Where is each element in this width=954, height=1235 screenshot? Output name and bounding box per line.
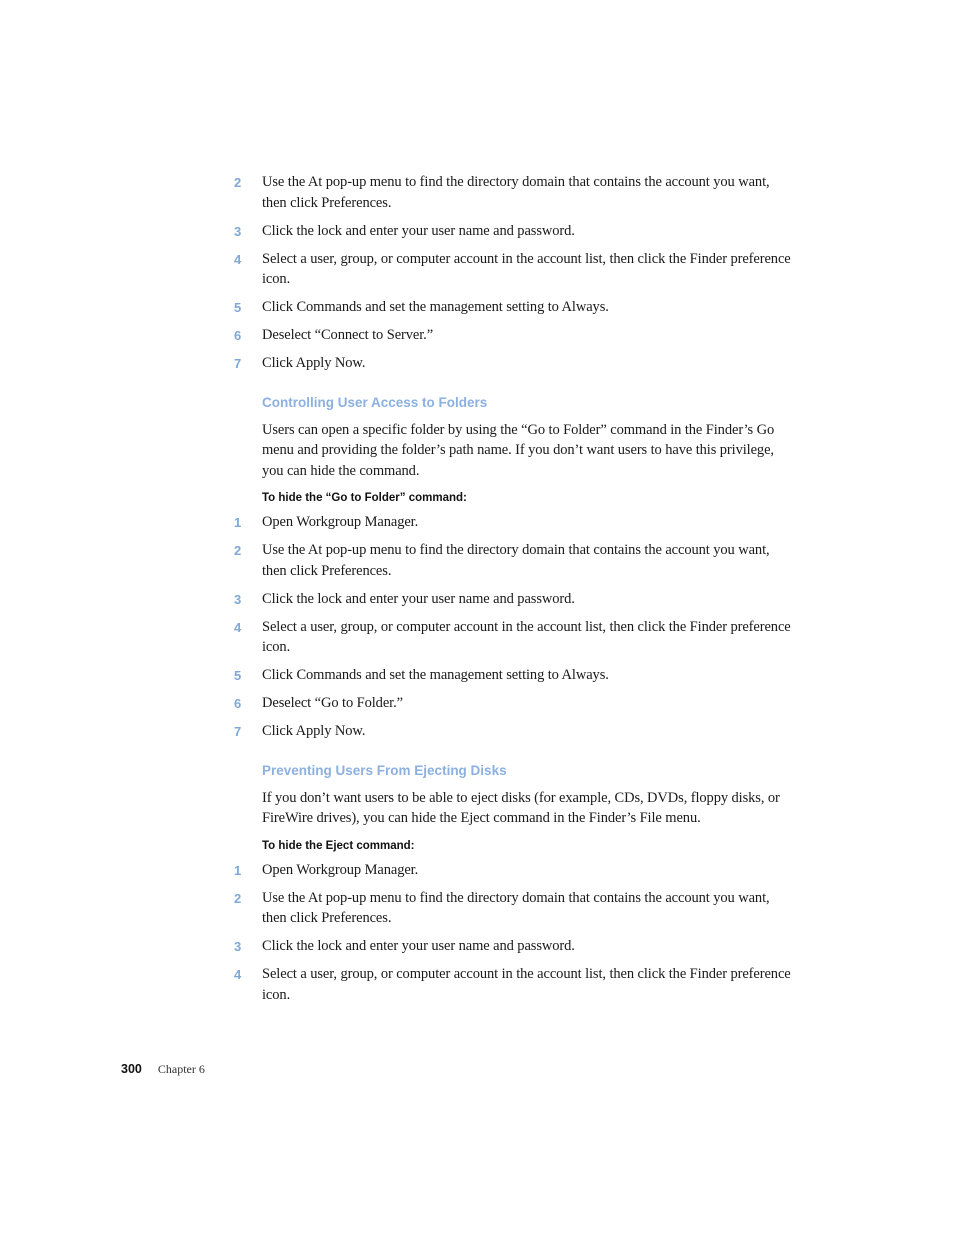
step-number: 2 <box>234 543 242 558</box>
step-number: 7 <box>234 724 242 739</box>
section-intro-eject: If you don’t want users to be able to eject disks (for example, CDs, DVDs, floppy disks, or FireWire drives), you can hide the Eject command in the Finder’s File menu. <box>262 789 780 826</box>
step-text: Click the lock and enter your user name and password. <box>262 222 575 239</box>
chapter-label: Chapter 6 <box>157 1062 205 1076</box>
step-text: Click Commands and set the management setting to Always. <box>262 299 609 315</box>
step-item <box>234 964 792 1005</box>
step-text: Open Workgroup Manager. <box>262 514 419 530</box>
step-item <box>234 172 792 213</box>
step-item <box>234 297 792 318</box>
section-intro-folders: Users can open a specific folder by using the “Go to Folder” command in the Finder’s Go menu and providing the folder’s path name. If you don’t want users to have this privilege, you can hide the command. <box>262 421 775 479</box>
step-text: Select a user, group, or computer account in the account list, then click the Finder preference icon. <box>262 250 791 287</box>
step-text: Click the lock and enter your user name and password. <box>262 590 575 607</box>
step-text: Use the At pop-up menu to find the directory domain that contains the account you want, then click Preferences. <box>262 542 770 579</box>
step-number: 5 <box>234 300 242 315</box>
step-text: Use the At pop-up menu to find the directory domain that contains the account you want, then click Preferences. <box>262 174 770 211</box>
step-item <box>234 721 792 742</box>
step-item <box>234 693 792 714</box>
step-item <box>234 860 792 881</box>
page-content <box>234 172 792 1005</box>
section-heading-folders: Controlling User Access to Folders <box>262 394 488 410</box>
step-item <box>234 888 792 929</box>
step-text: Open Workgroup Manager. <box>262 861 419 878</box>
step-text: Click Commands and set the management setting to Always. <box>262 667 609 683</box>
step-number: 6 <box>234 328 242 343</box>
step-text: Click Apply Now. <box>262 723 366 739</box>
step-number: 4 <box>234 967 242 982</box>
step-number: 3 <box>234 939 242 954</box>
step-number: 7 <box>234 356 242 371</box>
step-text: Use the At pop-up menu to find the directory domain that contains the account you want, then click Preferences. <box>262 889 770 926</box>
procedure-subhead-folders: To hide the “Go to Folder” command: <box>262 492 467 504</box>
page-number: 300 <box>121 1062 142 1076</box>
step-item <box>234 221 792 242</box>
step-item <box>234 325 792 346</box>
step-item <box>234 617 792 658</box>
page-footer <box>121 1062 205 1077</box>
step-number: 4 <box>234 251 242 267</box>
step-text: Select a user, group, or computer account in the account list, then click the Finder preference icon. <box>262 966 791 1003</box>
step-list-2 <box>234 512 792 742</box>
step-text: Deselect “Connect to Server.” <box>262 327 434 343</box>
step-text: Deselect “Go to Folder.” <box>262 695 403 711</box>
step-text: Select a user, group, or computer account in the account list, then click the Finder preference icon. <box>262 618 791 655</box>
step-number: 1 <box>234 515 242 530</box>
step-item <box>234 665 792 686</box>
step-number: 2 <box>234 175 242 190</box>
step-item <box>234 512 792 533</box>
section-heading-eject: Preventing Users From Ejecting Disks <box>262 762 507 778</box>
step-item <box>234 249 792 290</box>
step-number: 3 <box>234 223 242 239</box>
step-item <box>234 540 792 581</box>
step-item <box>234 589 792 610</box>
step-number: 4 <box>234 619 242 635</box>
step-list-3 <box>234 860 792 1006</box>
step-number: 3 <box>234 591 242 607</box>
step-number: 2 <box>234 890 242 906</box>
step-text: Click Apply Now. <box>262 355 366 371</box>
step-number: 5 <box>234 668 242 683</box>
step-item <box>234 353 792 374</box>
procedure-subhead-eject: To hide the Eject command: <box>262 839 415 852</box>
step-number: 1 <box>234 862 242 878</box>
step-text: Click the lock and enter your user name and password. <box>262 938 575 954</box>
step-number: 6 <box>234 696 242 711</box>
step-item <box>234 936 792 957</box>
step-list-1 <box>234 172 792 374</box>
